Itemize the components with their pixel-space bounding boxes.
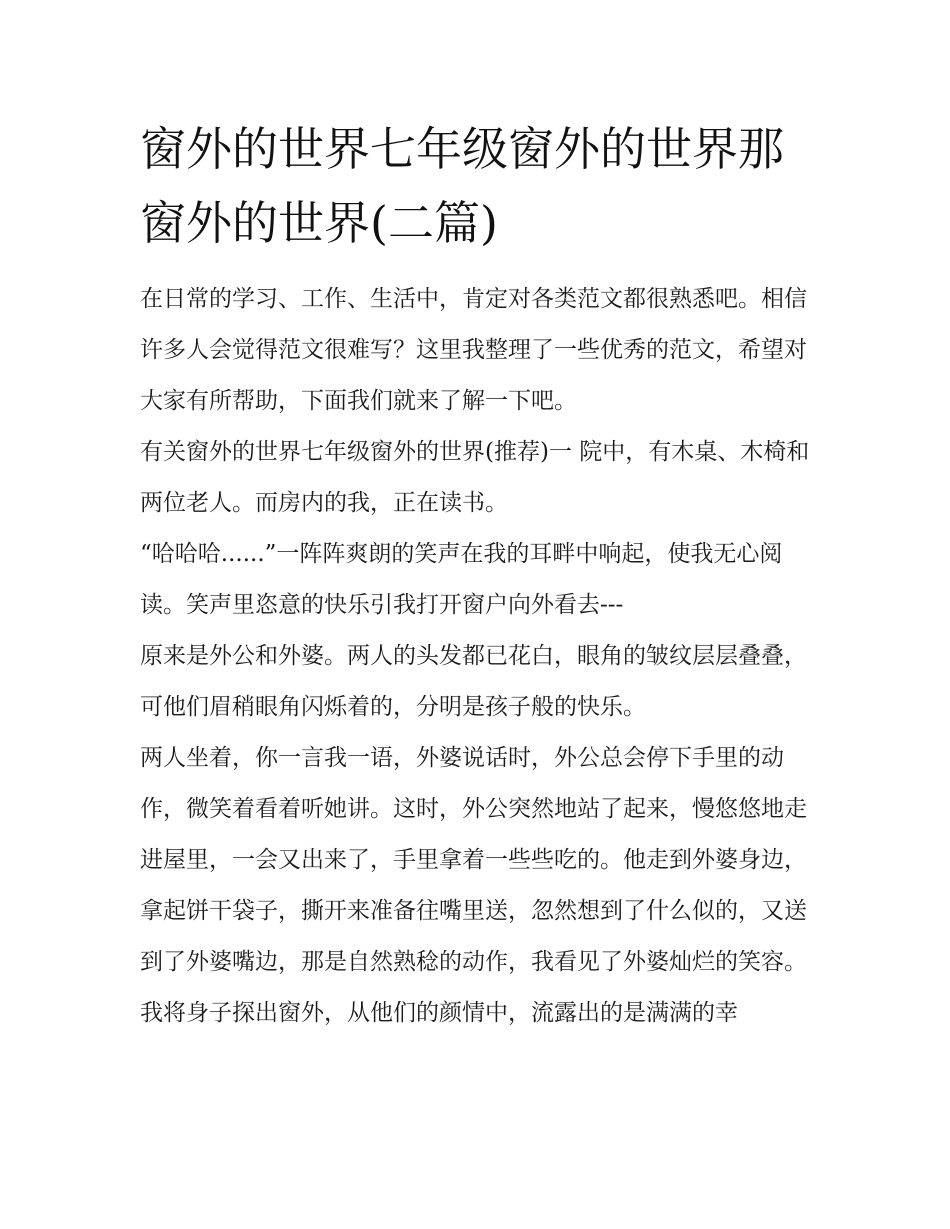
paragraph-intro: 在日常的学习、工作、生活中，肯定对各类范文都很熟悉吧。相信许多人会觉得范文很难写？这里我整理了一些优秀的范文，希望对大家有所帮助，下面我们就来了解一下吧。 — [140, 286, 807, 414]
paragraph-conversation: 两人坐着，你一言我一语，外婆说话时，外公总会停下手里的动作，微笑着看着听她讲。这时，外公突然地站了起来，慢悠悠地走进屋里，一会又出来了，手里拿着一些些吃的。他走到外婆身边，拿起饼干袋子，撕开来准备往嘴里送，忽然想到了什么似的，又送到了外婆嘴边，那是自然熟稔的动作，我看见了外婆灿烂的笑容。 — [140, 745, 807, 975]
document-title: 窗外的世界七年级窗外的世界那窗外的世界(二篇) — [140, 122, 784, 250]
paragraph-laughter: “哈哈哈......”一阵阵爽朗的笑声在我的耳畔中响起，使我无心阅读。笑声里恣意的快乐引我打开窗户向外看去--- — [140, 541, 783, 618]
document-body — [140, 112, 816, 1039]
paragraph-grandparents: 原来是外公和外婆。两人的头发都已花白，眼角的皱纹层层叠叠，可他们眉稍眼角闪烁着的，分明是孩子般的快乐。 — [140, 643, 807, 720]
paragraph-window: 我将身子探出窗外，从他们的颜情中，流露出的是满满的幸 — [140, 1000, 738, 1026]
paragraph-courtyard: 有关窗外的世界七年级窗外的世界(推荐)一 院中，有木桌、木椅和两位老人。而房内的我，正在读书。 — [140, 439, 810, 516]
